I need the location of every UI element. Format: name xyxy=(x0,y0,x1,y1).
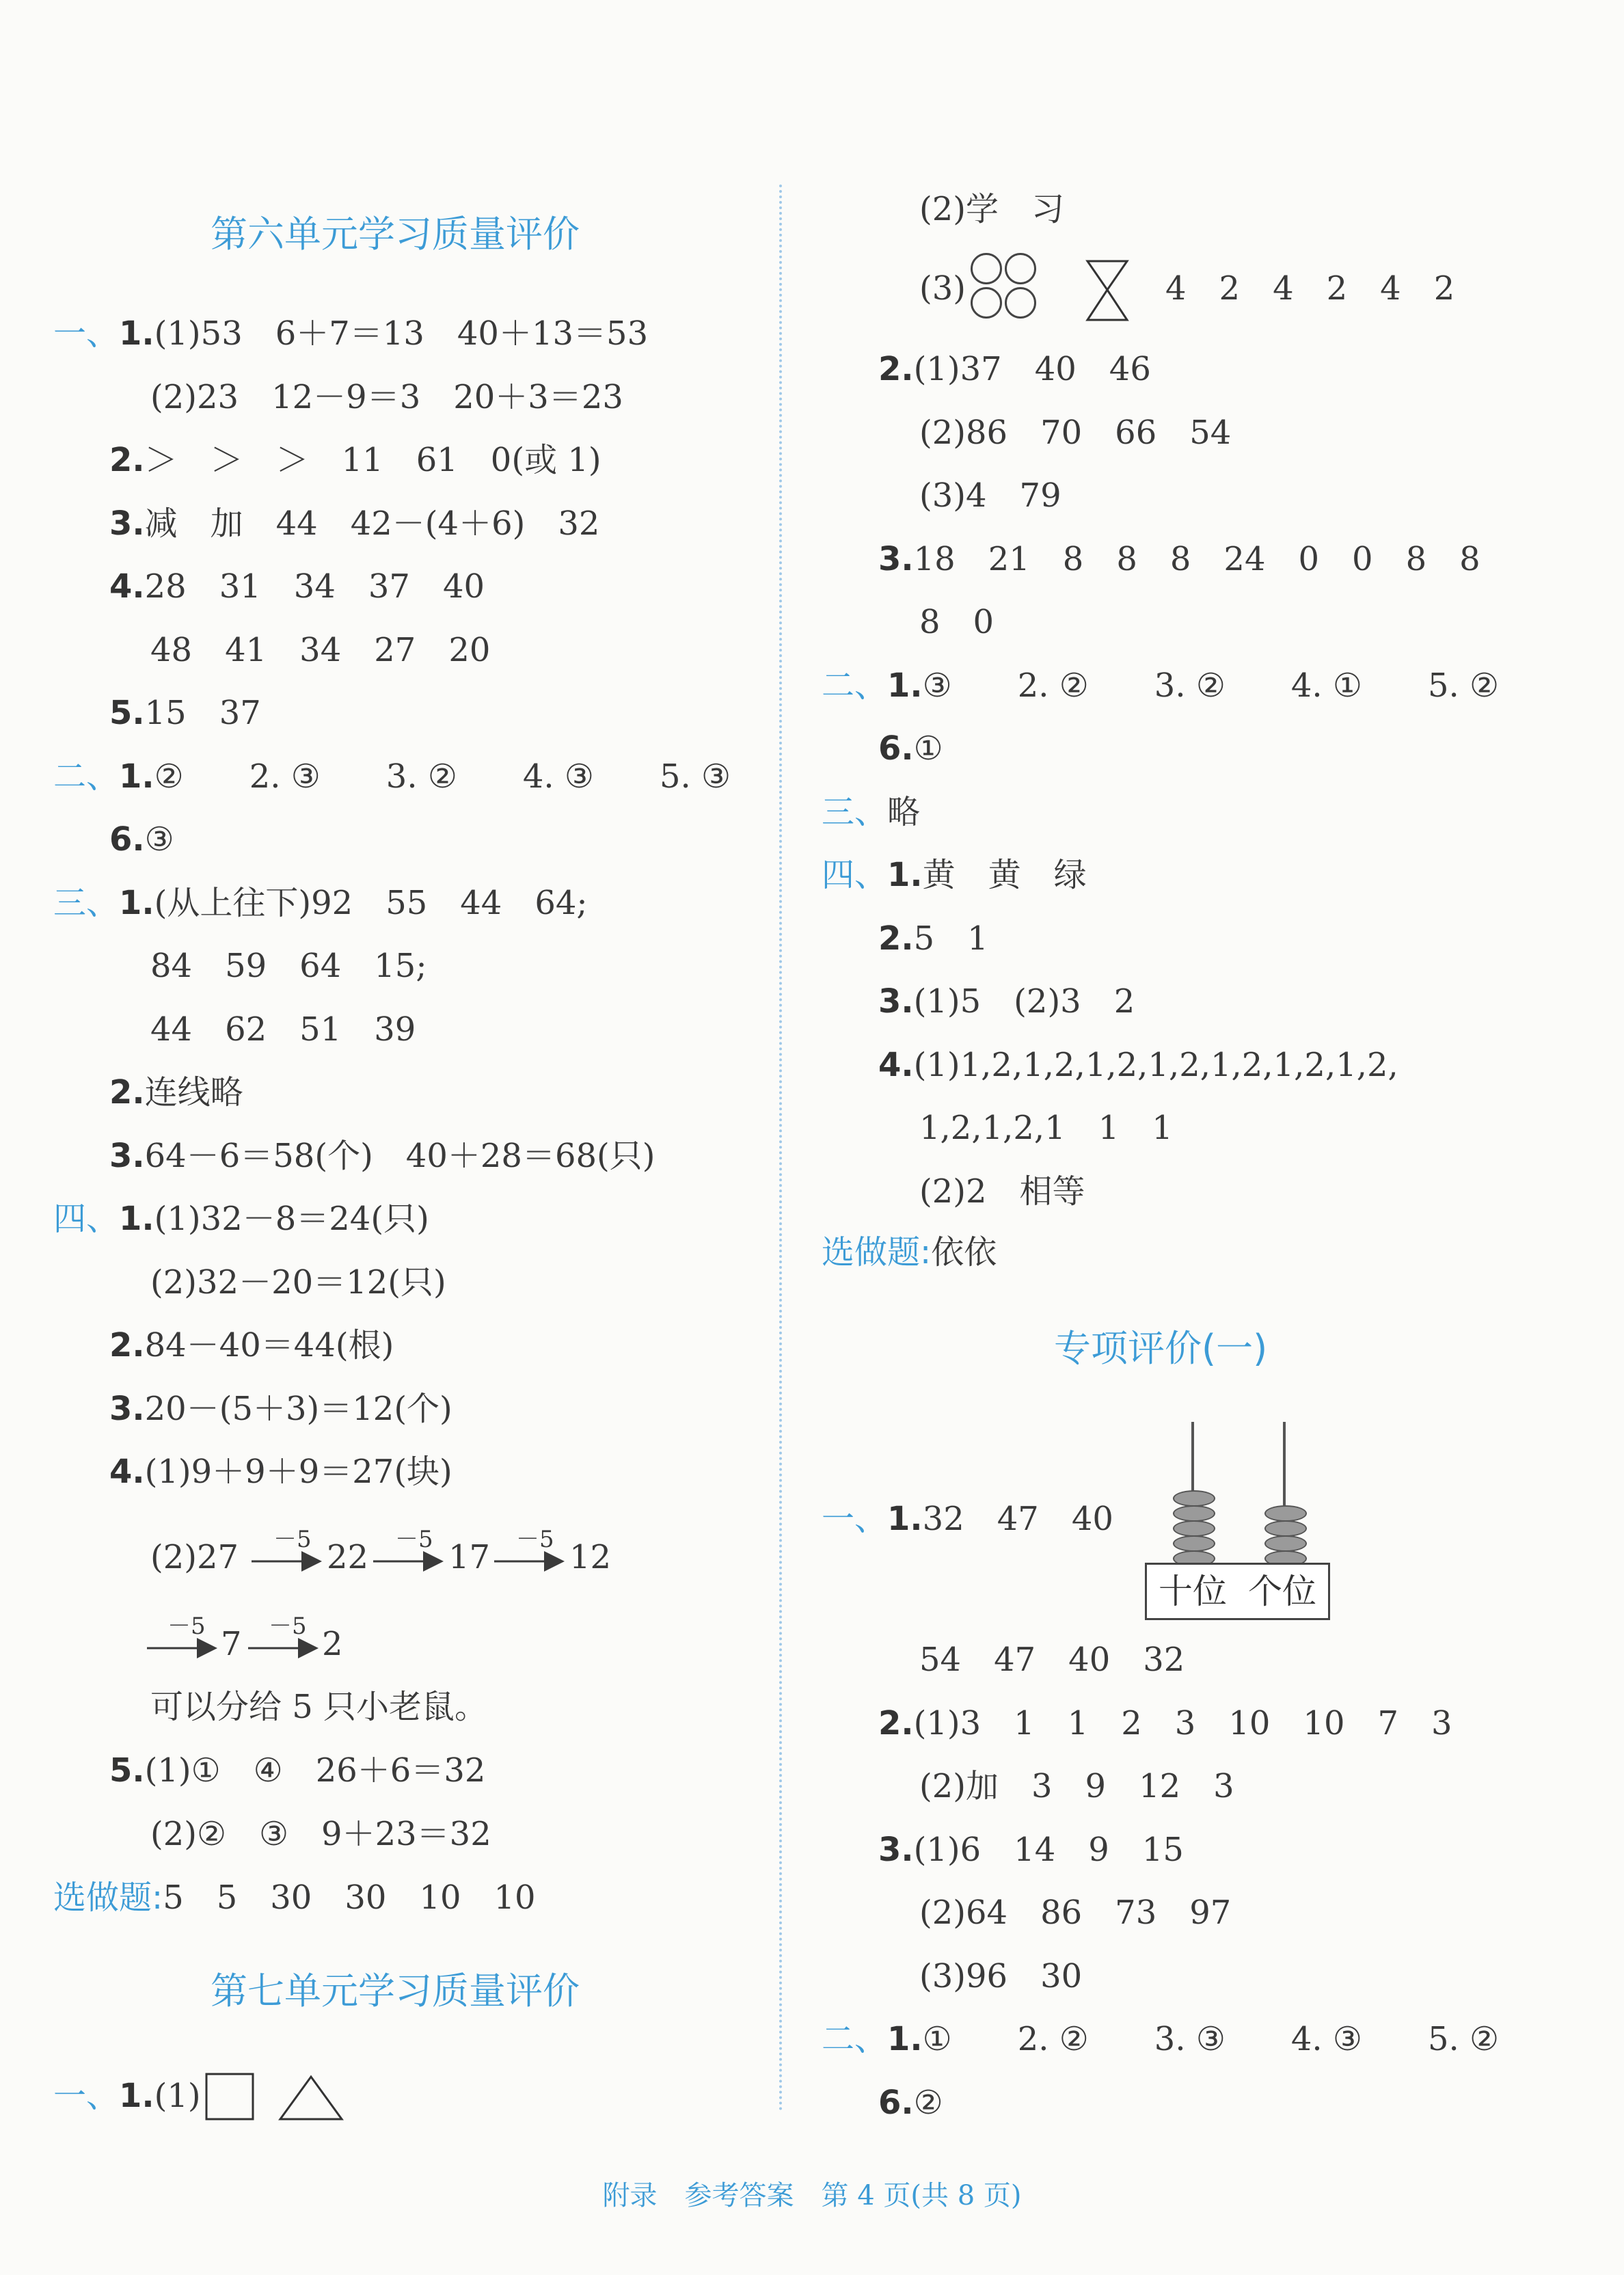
question-number: 1. xyxy=(119,883,154,922)
section-marker: 二、 xyxy=(53,757,120,796)
answer-line xyxy=(109,1451,452,1492)
answer-text: (2)32－20＝12(只) xyxy=(150,1263,446,1302)
answer-text: 8 0 xyxy=(919,603,994,641)
question-number: 3. xyxy=(878,982,914,1021)
right-column xyxy=(786,0,1624,2275)
section-marker: 二、 xyxy=(822,2020,888,2058)
question-number: 2. xyxy=(878,1704,914,1742)
answer-text: (3)96 30 xyxy=(919,1956,1083,1995)
answer-text: 15 37 xyxy=(144,694,261,732)
section-marker: 二、 xyxy=(822,666,888,705)
answer-text: 连线略 xyxy=(144,1073,243,1112)
optional-question: 选做题:依依 xyxy=(822,1233,997,1271)
answer-text: (1)5 (2)3 2 xyxy=(913,982,1135,1021)
section-marker: 一、 xyxy=(53,314,120,353)
answer-line xyxy=(53,1198,429,1239)
unit6-title: 第六单元学习质量评价 xyxy=(211,213,580,256)
answer-line xyxy=(109,692,261,733)
answer-line xyxy=(53,313,648,354)
answer-line xyxy=(109,819,174,860)
conclusion-text: 可以分给 5 只小老鼠。 xyxy=(150,1688,488,1726)
chain-value: 7 xyxy=(221,1625,242,1663)
answer-line xyxy=(822,665,1499,706)
answer-text: (1)37 40 46 xyxy=(913,350,1151,388)
answer-text: (2)23 12－9＝3 20＋3＝23 xyxy=(150,377,623,416)
column-divider xyxy=(779,185,782,2112)
answer-line xyxy=(150,1262,446,1303)
answer-line: 一、1.(1) xyxy=(53,2077,201,2115)
answer-text: (1)3 1 1 2 3 10 10 7 3 xyxy=(913,1704,1452,1742)
answer-line xyxy=(150,945,427,986)
answer-line xyxy=(109,1325,394,1366)
question-number: 1. xyxy=(119,1200,154,1238)
question-number: 5. xyxy=(109,694,145,732)
chain-label: －5 xyxy=(516,1526,554,1553)
answer-text: 18 21 8 8 8 24 0 0 8 8 xyxy=(913,539,1480,578)
answer-line xyxy=(109,566,485,607)
square-and-triangle-shapes xyxy=(205,2071,355,2126)
question-number: 1. xyxy=(887,2020,923,2058)
answer-line-prefix: (3) xyxy=(919,269,966,308)
question-number: 1. xyxy=(887,856,923,894)
answer-text: 48 41 34 27 20 xyxy=(150,630,491,669)
answer-text: ① xyxy=(913,729,943,768)
question-number: 4. xyxy=(109,567,145,606)
answer-line xyxy=(878,2082,943,2123)
answer-line xyxy=(919,1892,1231,1933)
subtraction-chain-1 xyxy=(150,1526,766,1585)
question-number: 3. xyxy=(878,1830,914,1869)
question-number: 6. xyxy=(878,2083,914,2122)
question-number: 4. xyxy=(878,1045,914,1084)
answer-text: ＞ ＞ ＞ 11 61 0(或 1) xyxy=(144,441,601,479)
question-number: 3. xyxy=(109,1389,145,1428)
answer-text: (2)64 86 73 97 xyxy=(919,1894,1232,1932)
answer-line xyxy=(878,539,1480,580)
answer-line xyxy=(919,1639,1185,1680)
answer-line: (2)学 习 xyxy=(919,190,1064,228)
question-number: 1. xyxy=(119,314,154,353)
answer-line xyxy=(919,1171,1085,1212)
answer-text: ① 2. ② 3. ③ 4. ③ 5. ② xyxy=(922,2020,1500,2058)
answer-line: (2)② ③ 9＋23＝32 xyxy=(150,1815,491,1853)
ones-place-label: 个位 xyxy=(1236,1563,1330,1620)
answer-text: 28 31 34 37 40 xyxy=(144,567,485,606)
answer-line xyxy=(150,630,490,671)
chain-label: －5 xyxy=(273,1526,312,1553)
question-number: 3. xyxy=(878,539,914,578)
double-triangle-shape xyxy=(1083,257,1131,325)
answer-text: ③ xyxy=(144,820,174,859)
answer-line xyxy=(919,1766,1234,1807)
answer-line xyxy=(150,377,623,418)
section-marker: 三、 xyxy=(822,792,888,831)
answer-line xyxy=(822,854,1087,896)
answer-text: ② xyxy=(913,2083,943,2122)
answer-line xyxy=(150,1009,416,1050)
question-number: 3. xyxy=(109,1136,145,1175)
answer-text: 1,2,1,2,1 1 1 xyxy=(919,1109,1173,1147)
answer-line xyxy=(822,792,920,833)
answer-text: (从上往下)92 55 44 64; xyxy=(154,883,588,922)
answer-text: ② 2. ③ 3. ② 4. ③ 5. ③ xyxy=(154,757,731,796)
subtraction-chain-2 xyxy=(147,1613,557,1671)
answer-text: (2)86 70 66 54 xyxy=(919,413,1232,452)
answer-text: (2)2 相等 xyxy=(919,1172,1085,1211)
answer-line xyxy=(878,1829,1184,1870)
optional-question: 选做题:5 5 30 30 10 10 xyxy=(53,1879,536,1917)
answer-text: 减 加 44 42－(4＋6) 32 xyxy=(144,504,600,543)
four-circles-shape xyxy=(971,253,1046,328)
section-marker: 三、 xyxy=(53,883,120,922)
answer-line xyxy=(109,503,599,544)
answer-text: (1)1,2,1,2,1,2,1,2,1,2,1,2,1,2, xyxy=(913,1045,1398,1084)
chain-label: －5 xyxy=(269,1613,307,1640)
answer-text: (1)9＋9＋9＝27(块) xyxy=(144,1453,452,1491)
answer-text: (1)32－8＝24(只) xyxy=(154,1200,429,1238)
answer-line xyxy=(109,1388,452,1429)
answer-line xyxy=(919,1107,1173,1148)
answer-text: 64－6＝58(个) 40＋28＝68(只) xyxy=(144,1136,655,1175)
answer-text: ③ 2. ② 3. ② 4. ① 5. ② xyxy=(922,666,1500,705)
question-number: 6. xyxy=(109,820,145,859)
answer-text: 5 1 xyxy=(913,919,988,958)
chain-label: －5 xyxy=(167,1613,206,1640)
answer-line xyxy=(878,981,1135,1022)
chain-arrows-1 xyxy=(252,1537,730,1585)
question-number: 2. xyxy=(878,919,914,958)
answer-line xyxy=(919,1956,1082,1997)
answer-line xyxy=(919,475,1061,516)
abacus xyxy=(1145,1422,1336,1620)
answer-text: 84 59 64 15; xyxy=(150,947,427,985)
answer-text: (1)6 14 9 15 xyxy=(913,1830,1184,1869)
question-number: 2. xyxy=(109,441,145,479)
answer-line xyxy=(919,602,994,643)
left-column xyxy=(0,0,786,2275)
section-marker: 四、 xyxy=(53,1200,120,1238)
question-number: 6. xyxy=(878,729,914,768)
answer-line xyxy=(878,728,943,769)
answer-line xyxy=(822,2019,1499,2060)
answer-text: 20－(5＋3)＝12(个) xyxy=(144,1389,452,1428)
chain-value: 12 xyxy=(569,1538,612,1576)
page-footer: 附录 参考答案 第 4 页(共 8 页) xyxy=(602,2180,1022,2211)
answer-line xyxy=(53,883,588,924)
answer-line: 4 2 4 2 4 2 xyxy=(1165,269,1455,308)
question-number: 2. xyxy=(109,1073,145,1112)
chain-value: 17 xyxy=(448,1538,491,1576)
answer-line xyxy=(878,1045,1398,1086)
answer-text: 44 62 51 39 xyxy=(150,1010,416,1049)
answer-line xyxy=(878,1703,1452,1744)
section-marker: 四、 xyxy=(822,856,888,894)
question-number: 2. xyxy=(878,350,914,388)
answer-line xyxy=(919,412,1231,453)
answer-text: 略 xyxy=(887,792,921,831)
chain-prefix: (2)27 xyxy=(150,1538,239,1576)
answer-text: 黄 黄 绿 xyxy=(922,856,1087,894)
answer-line xyxy=(109,1072,243,1113)
question-number: 1. xyxy=(119,757,154,796)
answer-text: (2)加 3 9 12 3 xyxy=(919,1767,1234,1805)
unit7-title: 第七单元学习质量评价 xyxy=(211,1969,580,2012)
answer-line xyxy=(109,1135,655,1176)
answer-line xyxy=(109,440,601,481)
answer-line xyxy=(878,349,1151,390)
answer-line: 5.(1)① ④ 26＋6＝32 xyxy=(109,1751,486,1790)
answer-line: 一、1.32 47 40 xyxy=(822,1500,1113,1538)
question-number: 4. xyxy=(109,1453,145,1491)
chain-label: －5 xyxy=(395,1526,433,1553)
chain-value: 2 xyxy=(322,1625,343,1663)
answer-text: 84－40＝44(根) xyxy=(144,1326,394,1364)
tens-place-label: 十位 xyxy=(1145,1563,1241,1620)
question-number: 2. xyxy=(109,1326,145,1364)
chain-value: 22 xyxy=(327,1538,369,1576)
question-number: 3. xyxy=(109,504,145,543)
special-title: 专项评价(一) xyxy=(1054,1327,1268,1370)
answer-text: (1)53 6＋7＝13 40＋13＝53 xyxy=(154,314,649,353)
answer-line xyxy=(53,756,731,797)
question-number: 1. xyxy=(887,666,923,705)
answer-text: (3)4 79 xyxy=(919,476,1061,515)
answer-line xyxy=(878,918,988,959)
answer-text: 54 47 40 32 xyxy=(919,1641,1185,1679)
